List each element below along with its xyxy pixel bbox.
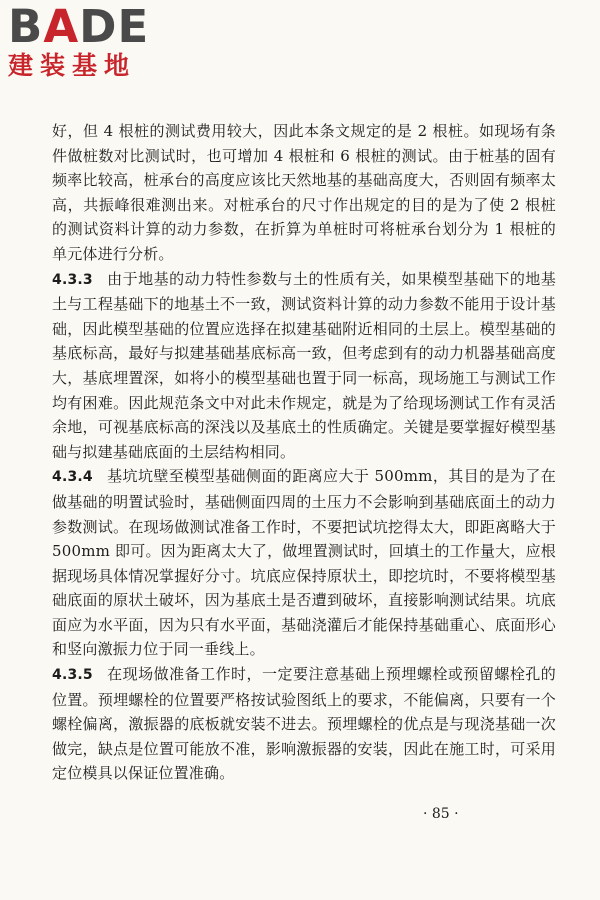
logo-letters-de: DE [79,0,150,53]
paragraph-continued [52,119,556,267]
clause-4-3-3 [52,267,556,465]
clause-number: 4.3.3 [52,271,93,288]
clause-text: 基坑坑壁至模型基础侧面的距离应大于 500mm，其目的是为了在做基础的明置试验时，基础侧面四周的土压力不会影响到基础底面土的动力参数测试。在现场做测试准备工作时，不要把试坑挖得太大，即距离略大于 500mm 即可。因为距离太大了，做埋置测试时，回填土的工作量大，应根据现场具体情况掌握好分寸。坑底应保持原状土，即挖坑时，不要将模型基础底面的原状土破坏，因为基底土是否遭到破坏，直接影响测试结果。坑底面应为水平面，因为只有水平面，基础浇灌后才能保持基础重心、底面形心和竖向激振力位于同一垂线上。 [52,467,556,659]
logo-wordmark [8,0,178,53]
clause-4-3-5 [52,662,556,786]
paragraph-text: 好，但 4 根桩的测试费用较大，因此本条文规定的是 2 根桩。如现场有条件做桩数对比测试时，也可增加 4 根桩和 6 根桩的测试。由于桩基的固有频率比较高，桩承台的高度应该比天然地基的基础高度大，否则固有频率太高，共振峰很难测出来。对桩承台的尺寸作出规定的目的是为了使 2 根桩的测试资料计算的动力参数，在折算为单桩时可将桩承台划分为 1 根桩的单元体进行分析。 [52,122,556,263]
clause-text: 在现场做准备工作时，一定要注意基础上预埋螺栓或预留螺栓孔的位置。预埋螺栓的位置要严格按试验图纸上的要求，不能偏离，只要有一个螺栓偏离，激振器的底板就安装不进去。预埋螺栓的优点是与现浇基础一次做完，缺点是位置可能放不准，影响激振器的安装，因此在施工时，可采用定位模具以保证位置准确。 [52,665,556,783]
clause-text: 由于地基的动力特性参数与土的性质有关，如果模型基础下的地基土与工程基础下的地基土不一致，测试资料计算的动力参数不能用于设计基础，因此模型基础的位置应选择在拟建基础附近相同的土层上。模型基础的基底标高，最好与拟建基础基底标高一致，但考虑到有的动力机器基础高度大，基底埋置深，如将小的模型基础也置于同一标高，现场施工与测试工作均有困难。因此规范条文中对此未作规定，就是为了给现场测试工作有灵活余地，可视基底标高的深浅以及基底土的性质确定。关键是要掌握好模型基础与拟建基础底面的土层结构相同。 [52,269,556,461]
logo-subtitle: 建装基地 [8,51,137,80]
logo-letter-b: B [8,0,44,53]
bade-logo [8,0,178,80]
page-number: · 85 · [423,806,459,822]
logo-letter-a: A [43,0,80,53]
clause-4-3-4 [52,464,556,662]
clause-number: 4.3.4 [52,469,93,486]
clause-number: 4.3.5 [52,667,93,684]
page-body [52,119,556,786]
